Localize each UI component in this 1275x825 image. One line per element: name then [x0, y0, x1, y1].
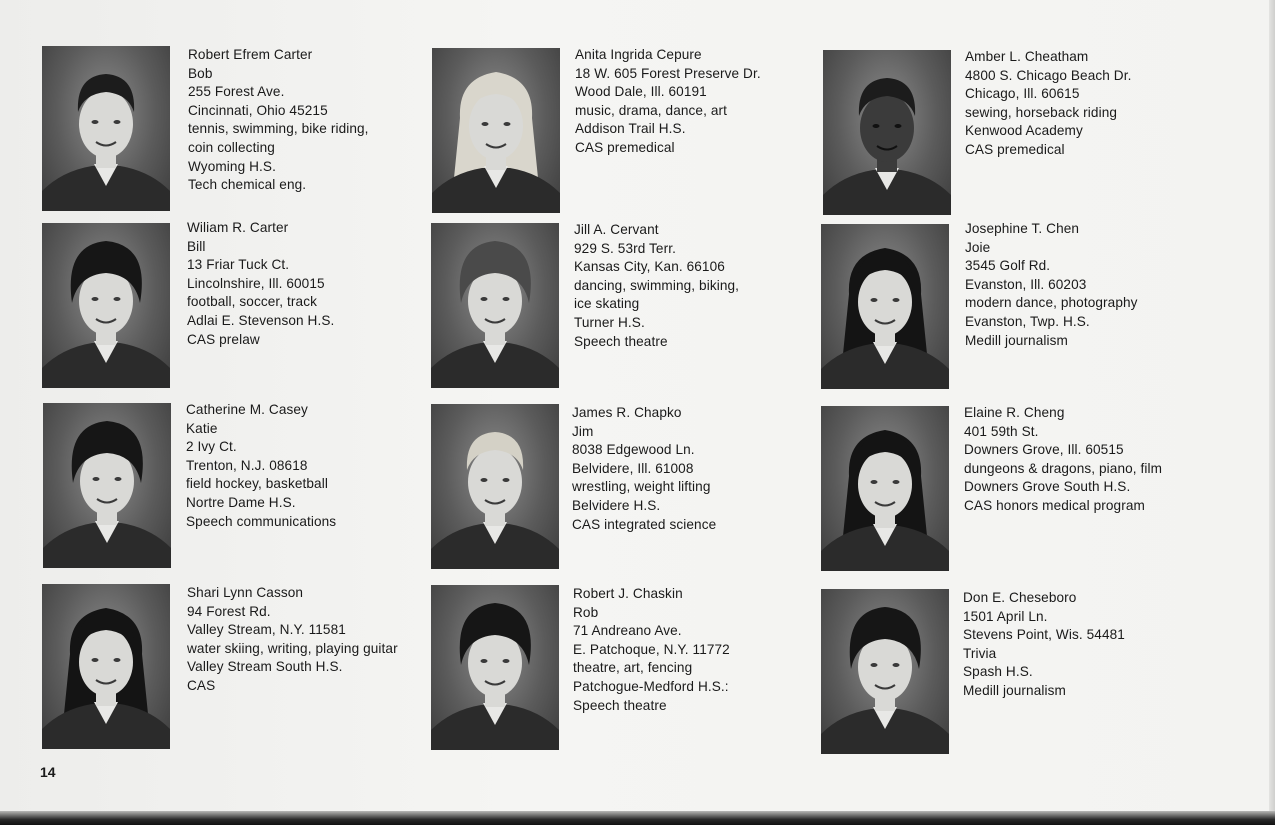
student-detail: ice skating — [574, 296, 640, 312]
student-name: James R. Chapko — [572, 405, 682, 420]
student-detail: Medill journalism — [963, 682, 1066, 698]
student-detail: Speech theatre — [574, 333, 668, 349]
portrait-image — [431, 223, 559, 388]
student-detail: Trenton, N.J. 08618 — [186, 457, 308, 473]
student-detail: Bob — [188, 65, 213, 81]
student-info — [188, 46, 369, 195]
student-name: Josephine T. Chen — [965, 221, 1080, 236]
portrait-image — [432, 48, 560, 213]
student-detail: Jim — [572, 423, 594, 439]
student-detail: 18 W. 605 Forest Preserve Dr. — [575, 65, 761, 81]
page-edge — [1269, 0, 1275, 825]
portrait-image — [42, 584, 170, 749]
student-detail: theatre, art, fencing — [573, 660, 693, 676]
student-detail: Chicago, Ill. 60615 — [965, 86, 1080, 102]
student-detail: Turner H.S. — [574, 314, 645, 330]
student-detail: 4800 S. Chicago Beach Dr. — [965, 67, 1132, 83]
student-detail: Downers Grove South H.S. — [964, 479, 1131, 495]
student-detail: Wood Dale, Ill. 60191 — [575, 84, 707, 100]
student-detail: dancing, swimming, biking, — [574, 277, 740, 293]
portrait-image — [42, 223, 170, 388]
student-photo — [43, 403, 171, 568]
student-photo — [42, 223, 170, 388]
student-detail: water skiing, writing, playing guitar — [187, 640, 398, 656]
student-name: Don E. Cheseboro — [963, 590, 1077, 605]
student-detail: coin collecting — [188, 139, 275, 155]
student-detail: Evanston, Twp. H.S. — [965, 313, 1090, 329]
student-detail: music, drama, dance, art — [575, 102, 727, 118]
student-photo — [821, 589, 949, 754]
portrait-image — [821, 589, 949, 754]
student-photo — [42, 46, 170, 211]
student-detail: 8038 Edgewood Ln. — [572, 442, 695, 458]
student-photo — [431, 585, 559, 750]
student-detail: E. Patchoque, N.Y. 11772 — [573, 641, 730, 657]
student-detail: Lincolnshire, Ill. 60015 — [187, 275, 325, 291]
student-info — [574, 221, 739, 351]
portrait-image — [823, 50, 951, 215]
student-detail: Medill journalism — [965, 332, 1068, 348]
student-detail: 3545 Golf Rd. — [965, 258, 1051, 274]
portrait-image — [821, 224, 949, 389]
student-detail: 2 Ivy Ct. — [186, 439, 237, 455]
student-detail: Katie — [186, 420, 218, 436]
student-info — [963, 589, 1125, 701]
student-detail: modern dance, photography — [965, 295, 1138, 311]
student-name: Shari Lynn Casson — [187, 585, 304, 600]
student-detail: CAS integrated science — [572, 516, 717, 532]
scan-shadow — [0, 811, 1275, 825]
student-detail: 1501 April Ln. — [963, 608, 1048, 624]
student-photo — [823, 50, 951, 215]
student-info — [965, 220, 1138, 350]
student-detail: Bill — [187, 238, 206, 254]
student-detail: Trivia — [963, 645, 997, 661]
student-detail: Valley Stream South H.S. — [187, 659, 343, 675]
student-detail: Wyoming H.S. — [188, 158, 276, 174]
student-detail: 94 Forest Rd. — [187, 603, 271, 619]
student-detail: Speech communications — [186, 513, 337, 529]
student-info — [573, 585, 730, 715]
student-photo — [431, 223, 559, 388]
student-detail: Kansas City, Kan. 66106 — [574, 259, 725, 275]
student-detail: Spash H.S. — [963, 664, 1033, 680]
student-detail: Addison Trail H.S. — [575, 121, 686, 137]
student-detail: CAS premedical — [965, 141, 1065, 157]
student-detail: Kenwood Academy — [965, 123, 1083, 139]
student-name: Anita Ingrida Cepure — [575, 47, 702, 62]
student-info — [965, 48, 1131, 160]
student-detail: Belvidere H.S. — [572, 497, 661, 513]
page-number: 14 — [40, 764, 56, 780]
student-detail: Cincinnati, Ohio 45215 — [188, 102, 328, 118]
student-detail: CAS prelaw — [187, 331, 260, 347]
student-detail: tennis, swimming, bike riding, — [188, 121, 369, 137]
student-detail: CAS honors medical program — [964, 497, 1145, 513]
student-detail: Joie — [965, 239, 991, 255]
student-name: Robert Efrem Carter — [188, 47, 313, 62]
portrait-image — [431, 404, 559, 569]
student-detail: field hockey, basketball — [186, 476, 328, 492]
student-photo — [432, 48, 560, 213]
student-detail: Tech chemical eng. — [188, 177, 307, 193]
student-detail: Nortre Dame H.S. — [186, 494, 296, 510]
student-name: Amber L. Cheatham — [965, 49, 1089, 64]
student-detail: Rob — [573, 604, 599, 620]
portrait-image — [42, 46, 170, 211]
portrait-image — [43, 403, 171, 568]
student-detail: wrestling, weight lifting — [572, 479, 711, 495]
student-detail: Patchogue-Medford H.S.: — [573, 678, 729, 694]
student-detail: CAS — [187, 677, 216, 693]
student-detail: Belvidere, Ill. 61008 — [572, 460, 694, 476]
student-info — [186, 401, 336, 531]
student-photo — [42, 584, 170, 749]
student-detail: sewing, horseback riding — [965, 104, 1118, 120]
student-detail: 255 Forest Ave. — [188, 84, 285, 100]
student-photo — [431, 404, 559, 569]
student-detail: dungeons & dragons, piano, film — [964, 460, 1163, 476]
student-name: Elaine R. Cheng — [964, 405, 1065, 420]
portrait-image — [431, 585, 559, 750]
student-detail: CAS premedical — [575, 139, 675, 155]
student-detail: 71 Andreano Ave. — [573, 623, 682, 639]
student-detail: Stevens Point, Wis. 54481 — [963, 627, 1125, 643]
student-info — [187, 584, 398, 696]
portrait-image — [821, 406, 949, 571]
student-detail: 13 Friar Tuck Ct. — [187, 257, 290, 273]
student-detail: 401 59th St. — [964, 423, 1039, 439]
student-name: Jill A. Cervant — [574, 222, 659, 237]
student-info — [572, 404, 716, 534]
student-photo — [821, 224, 949, 389]
student-detail: Evanston, Ill. 60203 — [965, 276, 1087, 292]
student-detail: Downers Grove, Ill. 60515 — [964, 442, 1124, 458]
student-info — [187, 219, 334, 349]
student-info — [575, 46, 761, 158]
student-name: Wiliam R. Carter — [187, 220, 289, 235]
student-info — [964, 404, 1162, 516]
student-name: Catherine M. Casey — [186, 402, 308, 417]
student-detail: 929 S. 53rd Terr. — [574, 240, 676, 256]
student-photo — [821, 406, 949, 571]
student-detail: Adlai E. Stevenson H.S. — [187, 312, 335, 328]
student-detail: football, soccer, track — [187, 294, 317, 310]
student-detail: Speech theatre — [573, 697, 667, 713]
student-detail: Valley Stream, N.Y. 11581 — [187, 622, 346, 638]
student-name: Robert J. Chaskin — [573, 586, 683, 601]
